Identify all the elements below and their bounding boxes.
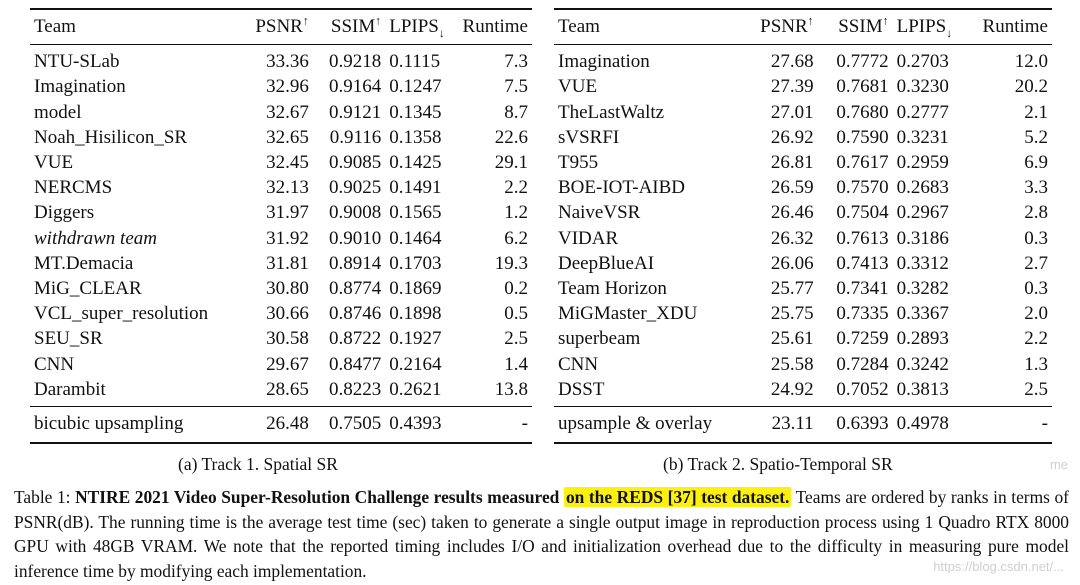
- lpips-label: LPIPS: [896, 16, 947, 37]
- cell-lpips: 0.3186: [896, 227, 949, 249]
- cell-ssim: 0.8722: [328, 328, 382, 350]
- cell-psnr: 29.67: [266, 353, 309, 375]
- cell-psnr: 32.67: [266, 101, 309, 123]
- cell-psnr: 32.65: [266, 126, 309, 148]
- cell-ssim: 0.7259: [836, 328, 889, 350]
- col-runtime-header: Runtime: [973, 9, 1052, 45]
- caption-body-text: Teams are ordered by ranks in terms of PSNR(dB). The running time is the average test time (sec) taken to generate a single output image in reproduction process using 1 Quadro RTX 8000 GPU with 48GB VRAM. We note that the reported timing includes I/O and initialization overhead due to the difficulty in measuring pure model inference time by modifying each implementation.: [14, 487, 1069, 581]
- cell-ssim: 0.7681: [836, 76, 889, 98]
- cell-runtime: 29.1: [494, 152, 528, 174]
- caption-highlight-text: on the REDS [37] test dataset.: [565, 487, 790, 507]
- table-row: [554, 200, 1052, 225]
- cell-runtime: 3.3: [1024, 177, 1048, 199]
- cell-psnr: 33.36: [266, 51, 309, 73]
- track1-table: [30, 8, 532, 444]
- cell-lpips: 0.2703: [896, 51, 949, 73]
- cell-lpips: 0.3242: [896, 353, 949, 375]
- cell-runtime: 0.3: [1024, 278, 1048, 300]
- cell-psnr: 26.81: [770, 152, 814, 174]
- psnr-label: PSNR: [255, 16, 303, 37]
- cell-team: withdrawn team: [34, 227, 157, 249]
- cell-runtime: 19.3: [494, 252, 528, 274]
- table-row: [554, 352, 1052, 377]
- cell-runtime: 2.8: [1024, 202, 1048, 224]
- psnr-up-arrow-icon: ↑: [302, 13, 309, 28]
- cell-ssim: 0.9116: [329, 126, 382, 148]
- cell-lpips: 0.3230: [896, 76, 949, 98]
- table-row: [30, 100, 532, 125]
- cell-team: NaiveVSR: [558, 202, 641, 224]
- cell-lpips: 0.1247: [389, 76, 442, 98]
- cell-lpips: 0.2683: [896, 177, 949, 199]
- cell-team: VUE: [558, 76, 598, 98]
- cell-lpips: 0.1565: [389, 202, 442, 224]
- cell-runtime: 0.5: [504, 303, 528, 325]
- cell-team: MiGMaster_XDU: [558, 303, 698, 325]
- table-row: [30, 74, 532, 99]
- cell-runtime: 13.8: [494, 378, 528, 400]
- table-caption: [14, 485, 1069, 583]
- cell-runtime: 2.2: [1024, 328, 1048, 350]
- cell-lpips: 0.1345: [389, 101, 442, 123]
- cell-ssim: 0.7570: [836, 177, 889, 199]
- cell-ssim: 0.8746: [328, 303, 382, 325]
- cell-lpips: 0.3367: [896, 303, 949, 325]
- table-row: [30, 276, 532, 301]
- cell-team: Darambit: [34, 378, 106, 400]
- cell-psnr: 25.77: [770, 278, 814, 300]
- cell-psnr: 27.01: [770, 101, 814, 123]
- col-ssim-header: [313, 9, 385, 45]
- cell-team: NERCMS: [34, 177, 113, 199]
- cell-psnr: 26.59: [770, 177, 814, 199]
- track2-header-row: [554, 9, 1052, 45]
- cell-psnr: 31.92: [266, 227, 309, 249]
- cell-ssim: 0.8477: [328, 353, 382, 375]
- ssim-label: SSIM: [330, 16, 376, 37]
- lpips-down-arrow-icon: ↓: [438, 25, 445, 40]
- cell-lpips: 0.1358: [389, 126, 442, 148]
- cell-team: DeepBlueAI: [558, 252, 655, 274]
- cell-ssim: 0.9164: [328, 76, 382, 98]
- track2-baseline-row: [554, 407, 1052, 444]
- cell-psnr: 27.39: [770, 76, 814, 98]
- cell-runtime: 1.2: [504, 202, 528, 224]
- cell-runtime: 2.2: [504, 177, 528, 199]
- psnr-up-arrow-icon: ↑: [807, 13, 814, 28]
- cell-team: Imagination: [34, 76, 126, 98]
- cell-psnr: 25.61: [770, 328, 814, 350]
- cell-lpips: 0.1464: [389, 227, 442, 249]
- cell-psnr: 31.81: [266, 252, 309, 274]
- table-row: [554, 276, 1052, 301]
- cell-team: Imagination: [558, 51, 650, 73]
- cell-team: model: [34, 101, 82, 123]
- cell-psnr: 30.80: [266, 278, 309, 300]
- cell-runtime: 8.7: [504, 101, 528, 123]
- cell-team: VIDAR: [558, 227, 619, 249]
- cell-lpips: 0.2967: [896, 202, 949, 224]
- cell-ssim: 0.7680: [836, 101, 889, 123]
- table-row: [554, 301, 1052, 326]
- caption-bold-text: NTIRE 2021 Video Super-Resolution Challenge results measured: [75, 487, 560, 507]
- track2-caption: (b) Track 2. Spatio-Temporal SR: [663, 454, 893, 474]
- cell-team: CNN: [558, 353, 599, 375]
- cell-psnr: 32.13: [266, 177, 309, 199]
- cell-lpips: 0.3312: [896, 252, 949, 274]
- cell-lpips: 0.2959: [896, 152, 949, 174]
- col-ssim-header: [818, 9, 893, 45]
- cell-ssim: 0.7772: [836, 51, 889, 73]
- table-row: [30, 200, 532, 225]
- watermark-fragment: me: [1049, 457, 1068, 472]
- col-lpips-header: [893, 9, 973, 45]
- cell-ssim: 0.7504: [836, 202, 889, 224]
- cell-psnr: 30.58: [266, 328, 309, 350]
- cell-psnr: 24.92: [770, 378, 814, 400]
- baseline-ssim: 0.7505: [313, 407, 385, 444]
- cell-team: superbeam: [558, 328, 641, 350]
- table-row: [30, 150, 532, 175]
- cell-runtime: 2.7: [1024, 252, 1048, 274]
- cell-team: sVSRFI: [558, 126, 620, 148]
- cell-runtime: 7.3: [504, 51, 528, 73]
- cell-ssim: 0.9010: [328, 227, 382, 249]
- baseline-team: upsample & overlay: [554, 407, 743, 444]
- cell-psnr: 27.68: [770, 51, 814, 73]
- cell-lpips: 0.1115: [389, 51, 441, 73]
- table-row: [30, 352, 532, 377]
- cell-team: Team Horizon: [558, 278, 667, 300]
- cell-ssim: 0.9218: [328, 51, 382, 73]
- cell-ssim: 0.7590: [836, 126, 889, 148]
- table-row: [30, 175, 532, 200]
- cell-ssim: 0.9085: [328, 152, 382, 174]
- cell-lpips: 0.3813: [896, 378, 949, 400]
- table-row: [30, 301, 532, 326]
- watermark-text: https://blog.csdn.net/...: [933, 559, 1064, 574]
- col-psnr-header: [242, 9, 313, 45]
- cell-ssim: 0.9008: [328, 202, 382, 224]
- track2-body: [554, 45, 1052, 407]
- cell-psnr: 26.92: [770, 126, 814, 148]
- cell-lpips: 0.2164: [389, 353, 442, 375]
- cell-ssim: 0.8774: [328, 278, 382, 300]
- cell-lpips: 0.2621: [389, 378, 442, 400]
- cell-team: TheLastWaltz: [558, 101, 665, 123]
- table-row: [554, 251, 1052, 276]
- baseline-team: bicubic upsampling: [30, 407, 242, 444]
- cell-runtime: 7.5: [504, 76, 528, 98]
- cell-ssim: 0.8223: [328, 378, 382, 400]
- cell-ssim: 0.7413: [836, 252, 889, 274]
- cell-team: T955: [558, 152, 599, 174]
- cell-lpips: 0.2777: [896, 101, 949, 123]
- ssim-up-arrow-icon: ↑: [375, 13, 382, 28]
- baseline-psnr: 26.48: [242, 407, 313, 444]
- cell-ssim: 0.7284: [836, 353, 889, 375]
- cell-runtime: 6.9: [1024, 152, 1048, 174]
- caption-label: Table 1:: [14, 487, 71, 507]
- track1-header-row: [30, 9, 532, 45]
- table-row: [554, 45, 1052, 75]
- col-team-header: Team: [554, 9, 743, 45]
- cell-psnr: 32.45: [266, 152, 309, 174]
- cell-team: SEU_SR: [34, 328, 103, 350]
- table-row: [554, 125, 1052, 150]
- baseline-runtime: -: [973, 407, 1052, 444]
- cell-lpips: 0.1898: [389, 303, 442, 325]
- cell-psnr: 26.06: [770, 252, 814, 274]
- cell-lpips: 0.1869: [389, 278, 442, 300]
- cell-runtime: 2.0: [1024, 303, 1048, 325]
- cell-team: VUE: [34, 152, 74, 174]
- cell-runtime: 2.5: [1024, 378, 1048, 400]
- table-row: [554, 175, 1052, 200]
- cell-runtime: 12.0: [1014, 51, 1048, 73]
- cell-lpips: 0.1425: [389, 152, 442, 174]
- baseline-lpips: 0.4978: [893, 407, 973, 444]
- cell-team: MT.Demacia: [34, 252, 134, 274]
- cell-lpips: 0.1491: [389, 177, 442, 199]
- track1-baseline-row: [30, 407, 532, 444]
- cell-ssim: 0.7617: [836, 152, 889, 174]
- cell-runtime: 0.2: [504, 278, 528, 300]
- lpips-down-arrow-icon: ↓: [946, 25, 953, 40]
- cell-team: MiG_CLEAR: [34, 278, 142, 300]
- table-row: [30, 251, 532, 276]
- table-row: [554, 74, 1052, 99]
- ssim-label: SSIM: [838, 16, 883, 37]
- cell-team: Noah_Hisilicon_SR: [34, 126, 188, 148]
- cell-team: BOE-IOT-AIBD: [558, 177, 686, 199]
- table-row: [30, 125, 532, 150]
- cell-psnr: 25.58: [770, 353, 814, 375]
- col-lpips-header: [385, 9, 458, 45]
- cell-ssim: 0.7341: [836, 278, 889, 300]
- cell-lpips: 0.3231: [896, 126, 949, 148]
- cell-runtime: 2.1: [1024, 101, 1048, 123]
- ssim-up-arrow-icon: ↑: [882, 13, 889, 28]
- cell-runtime: 6.2: [504, 227, 528, 249]
- cell-lpips: 0.3282: [896, 278, 949, 300]
- cell-team: CNN: [34, 353, 75, 375]
- cell-runtime: 0.3: [1024, 227, 1048, 249]
- cell-psnr: 28.65: [266, 378, 309, 400]
- baseline-ssim: 0.6393: [818, 407, 893, 444]
- baseline-runtime: -: [458, 407, 532, 444]
- lpips-label: LPIPS: [389, 16, 439, 37]
- table-row: [554, 377, 1052, 407]
- cell-ssim: 0.7052: [836, 378, 889, 400]
- table-row: [554, 226, 1052, 251]
- table-row: [30, 326, 532, 351]
- cell-runtime: 1.4: [504, 353, 528, 375]
- col-psnr-header: [743, 9, 818, 45]
- baseline-psnr: 23.11: [743, 407, 818, 444]
- col-team-header: Team: [30, 9, 242, 45]
- cell-psnr: 31.97: [266, 202, 309, 224]
- table-row: [554, 150, 1052, 175]
- cell-lpips: 0.2893: [896, 328, 949, 350]
- table-row: [554, 100, 1052, 125]
- track1-caption: (a) Track 1. Spatial SR: [178, 454, 338, 474]
- cell-lpips: 0.1927: [389, 328, 442, 350]
- cell-ssim: 0.7335: [836, 303, 889, 325]
- cell-psnr: 25.75: [770, 303, 814, 325]
- cell-runtime: 22.6: [494, 126, 528, 148]
- cell-runtime: 20.2: [1014, 76, 1048, 98]
- cell-psnr: 26.46: [770, 202, 814, 224]
- cell-lpips: 0.1703: [389, 252, 442, 274]
- cell-runtime: 2.5: [504, 328, 528, 350]
- cell-psnr: 26.32: [770, 227, 814, 249]
- cell-team: DSST: [558, 378, 605, 400]
- baseline-lpips: 0.4393: [385, 407, 458, 444]
- cell-ssim: 0.7613: [836, 227, 889, 249]
- track1-body: [30, 45, 532, 407]
- cell-psnr: 30.66: [266, 303, 309, 325]
- cell-team: VCL_super_resolution: [34, 303, 209, 325]
- col-runtime-header: Runtime: [458, 9, 532, 45]
- track2-table: [554, 8, 1052, 444]
- table-row: [30, 226, 532, 251]
- cell-ssim: 0.9121: [328, 101, 382, 123]
- cell-runtime: 5.2: [1024, 126, 1048, 148]
- table-row: [30, 377, 532, 407]
- cell-runtime: 1.3: [1024, 353, 1048, 375]
- psnr-label: PSNR: [760, 16, 808, 37]
- cell-ssim: 0.9025: [328, 177, 382, 199]
- cell-team: Diggers: [34, 202, 95, 224]
- table-row: [554, 326, 1052, 351]
- cell-psnr: 32.96: [266, 76, 309, 98]
- cell-ssim: 0.8914: [328, 252, 382, 274]
- table-row: [30, 45, 532, 75]
- cell-team: NTU-SLab: [34, 51, 120, 73]
